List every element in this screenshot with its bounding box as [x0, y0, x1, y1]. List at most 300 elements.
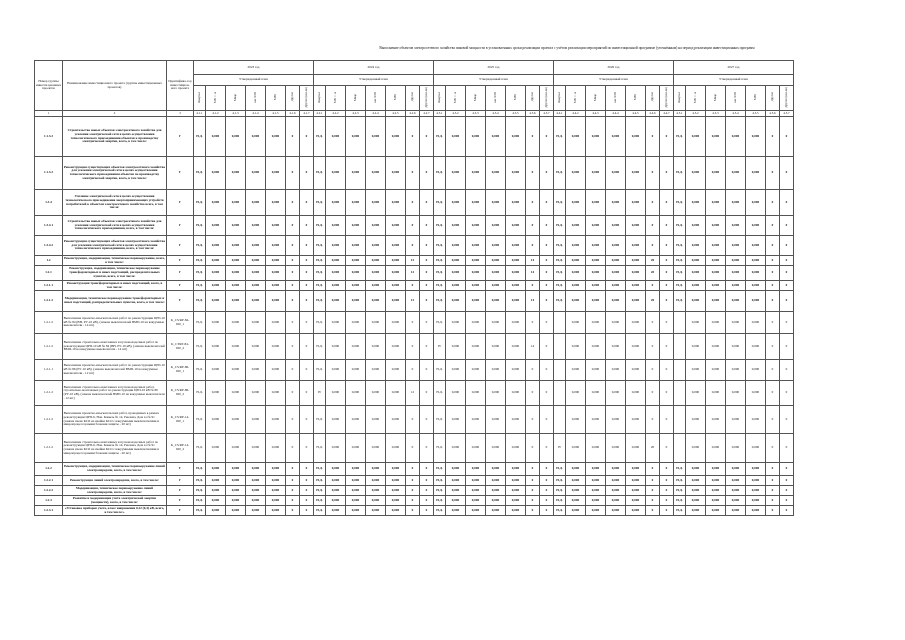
- row-number: 1.2.1.2: [35, 406, 63, 434]
- value-cell: 0,000: [386, 312, 406, 334]
- value-cell: 0: [766, 291, 780, 312]
- value-cell: 0,000: [326, 266, 346, 281]
- value-cell: 0: [300, 256, 314, 266]
- subheader-label: Другое: [769, 92, 774, 102]
- value-cell: Н.Д.: [194, 216, 206, 236]
- value-cell: 0,000: [626, 406, 646, 434]
- value-cell: 0: [526, 216, 540, 236]
- value-cell: 0: [420, 117, 434, 157]
- value-cell: 0,000: [446, 360, 466, 381]
- value-cell: 0,000: [486, 190, 506, 216]
- row-identifier: K_CS/RP-84-020_1: [167, 312, 194, 334]
- value-cell: 0: [526, 117, 540, 157]
- value-cell: 0,000: [346, 157, 366, 190]
- index-cell: 4.3.7: [540, 111, 554, 117]
- table-row: [35, 281, 794, 291]
- value-cell: Н.Д.: [314, 486, 326, 496]
- subheader-label: Квартал: [556, 91, 561, 103]
- subheader-1-7: [300, 86, 314, 111]
- value-cell: 0,000: [266, 476, 286, 486]
- value-cell: 0,000: [386, 291, 406, 312]
- value-cell: Н.Д.: [194, 476, 206, 486]
- value-cell: 0: [540, 190, 554, 216]
- value-cell: 0,000: [586, 463, 606, 476]
- value-cell: 0: [766, 281, 780, 291]
- subheader-2-4: [366, 86, 386, 111]
- value-cell: 0,000: [566, 381, 586, 406]
- value-cell: 0,000: [726, 291, 746, 312]
- value-cell: 0: [660, 236, 674, 256]
- value-cell: 0: [646, 463, 660, 476]
- value-cell: 0,000: [226, 236, 246, 256]
- value-cell: 0,000: [586, 496, 606, 506]
- value-cell: 0,000: [566, 496, 586, 506]
- value-cell: 0: [540, 281, 554, 291]
- value-cell: 0: [300, 266, 314, 281]
- value-cell: 0: [660, 476, 674, 486]
- value-cell: 0: [420, 216, 434, 236]
- value-cell: 0: [420, 312, 434, 334]
- value-cell: 0,000: [706, 476, 726, 486]
- value-cell: 0,000: [486, 406, 506, 434]
- row-name: Модернизация, техническое перевооружение линий электропередачи, всего, в том числе:: [63, 486, 167, 496]
- index-cell: 4.4.5: [626, 111, 646, 117]
- value-cell: 0,000: [226, 496, 246, 506]
- index-cell: 4.5.6: [766, 111, 780, 117]
- value-cell: 0,000: [226, 216, 246, 236]
- index-cell: 4.3.1: [434, 111, 446, 117]
- value-cell: 0,000: [266, 291, 286, 312]
- value-cell: 0,000: [606, 266, 626, 281]
- row-number: 1.2.2.2: [35, 486, 63, 496]
- value-cell: 0,000: [246, 486, 266, 496]
- value-cell: 0,000: [246, 190, 266, 216]
- subheader-3-7: [540, 86, 554, 111]
- value-cell: 0: [526, 190, 540, 216]
- value-cell: 0: [526, 360, 540, 381]
- value-cell: 0,000: [326, 334, 346, 360]
- value-cell: 0: [540, 486, 554, 496]
- value-cell: 0,000: [366, 476, 386, 486]
- value-cell: 0,000: [486, 496, 506, 506]
- value-cell: 0,000: [206, 256, 226, 266]
- value-cell: 0,000: [626, 216, 646, 236]
- value-cell: 0: [406, 434, 420, 463]
- value-cell: 0,000: [686, 266, 706, 281]
- value-cell: Н.Д.: [314, 190, 326, 216]
- value-cell: Н.Д.: [674, 266, 686, 281]
- value-cell: 0,000: [466, 434, 486, 463]
- value-cell: 0,000: [366, 216, 386, 236]
- value-cell: 0,000: [206, 157, 226, 190]
- value-cell: 0,000: [706, 291, 726, 312]
- value-cell: 0: [406, 281, 420, 291]
- header-year-3: 2025 год: [434, 61, 554, 75]
- subheader-label: Другое: [649, 92, 654, 102]
- index-cell: 4.4.6: [646, 111, 660, 117]
- value-cell: 0,000: [606, 360, 626, 381]
- value-cell: 0: [286, 496, 300, 506]
- value-cell: 0,000: [506, 157, 526, 190]
- value-cell: 0: [420, 334, 434, 360]
- value-cell: Н.Д.: [194, 406, 206, 434]
- value-cell: 0: [766, 334, 780, 360]
- value-cell: Н.Д.: [434, 381, 446, 406]
- value-cell: Н.Д.: [554, 496, 566, 506]
- subheader-label: МВ×А: [452, 91, 457, 103]
- value-cell: 0,000: [566, 312, 586, 334]
- value-cell: 0,000: [606, 434, 626, 463]
- value-cell: Н.Д.: [554, 256, 566, 266]
- index-cell: 4.1.2: [206, 111, 226, 117]
- subheader-label: МВ×А: [692, 91, 697, 103]
- value-cell: 0: [780, 434, 794, 463]
- value-cell: 0,000: [506, 476, 526, 486]
- value-cell: 0,000: [326, 117, 346, 157]
- value-cell: 0,000: [566, 236, 586, 256]
- value-cell: 0: [526, 281, 540, 291]
- value-cell: 0,000: [446, 312, 466, 334]
- value-cell: 0,000: [346, 312, 366, 334]
- value-cell: 0,000: [206, 463, 226, 476]
- value-cell: 0,000: [606, 157, 626, 190]
- value-cell: Н.Д.: [194, 463, 206, 476]
- value-cell: 0,000: [246, 496, 266, 506]
- value-cell: 0,000: [386, 281, 406, 291]
- value-cell: 0,000: [566, 216, 586, 236]
- value-cell: 0,000: [446, 190, 466, 216]
- table-row: [35, 360, 794, 381]
- value-cell: [554, 334, 566, 360]
- row-name: Реконструкция существующих объектов электросетевого хозяйства для усиления электрической сети в целях осуществления технологического присоединения, всего, в том числе:: [63, 236, 167, 256]
- value-cell: 0,000: [746, 236, 766, 256]
- header-project-id: Идентифика-тор инвестицион-ного проекта: [167, 61, 194, 111]
- value-cell: 0,000: [626, 360, 646, 381]
- value-cell: 0,000: [366, 486, 386, 496]
- value-cell: 0: [540, 266, 554, 281]
- index-cell: 4.3.6: [526, 111, 540, 117]
- value-cell: 0: [646, 476, 660, 486]
- value-cell: 0,000: [566, 291, 586, 312]
- subheader-label: МВт: [392, 94, 397, 101]
- row-identifier: Г: [167, 236, 194, 256]
- subheader-label: Другое: [409, 92, 414, 102]
- value-cell: 0,000: [346, 236, 366, 256]
- value-cell: 0,000: [566, 360, 586, 381]
- value-cell: Н.Д.: [674, 281, 686, 291]
- row-name: «Установка приборов учета, класс напряжения 0,22 (0,4) кВ, всего, в том числе:»: [63, 506, 167, 516]
- value-cell: 0: [766, 463, 780, 476]
- value-cell: 0,000: [226, 281, 246, 291]
- value-cell: Н.Д.: [674, 157, 686, 190]
- value-cell: 0,000: [446, 281, 466, 291]
- value-cell: 0,000: [686, 190, 706, 216]
- value-cell: 0: [420, 476, 434, 486]
- value-cell: 0,000: [266, 266, 286, 281]
- value-cell: 0,000: [726, 281, 746, 291]
- header-plan-4: Утвержденный план: [554, 75, 674, 86]
- value-cell: 14: [526, 256, 540, 266]
- value-cell: 0,000: [386, 256, 406, 266]
- value-cell: 0,000: [466, 216, 486, 236]
- index-cell: 2: [63, 111, 167, 117]
- value-cell: 0: [540, 476, 554, 486]
- row-name: Выполнение проектно-изыскательских работ по реконструкции ЦРП-10 кВ № 86 (РУ-10 кВ), (замена выключателей ВМП-10 на вакуумные выключатели - 12 шт): [63, 360, 167, 381]
- value-cell: 0,000: [566, 334, 586, 360]
- index-cell: 4.5.4: [726, 111, 746, 117]
- value-cell: 0,000: [346, 434, 366, 463]
- value-cell: 0,000: [506, 360, 526, 381]
- value-cell: [554, 381, 566, 406]
- value-cell: 0: [420, 291, 434, 312]
- value-cell: Н.Д.: [194, 266, 206, 281]
- value-cell: Н.Д.: [554, 157, 566, 190]
- value-cell: 0,000: [486, 216, 506, 236]
- value-cell: 0: [526, 434, 540, 463]
- value-cell: 0,000: [626, 312, 646, 334]
- value-cell: Н.Д.: [314, 406, 326, 434]
- subheader-4-5: [626, 86, 646, 111]
- value-cell: 0,000: [686, 236, 706, 256]
- value-cell: 0: [300, 486, 314, 496]
- value-cell: 0,000: [246, 406, 266, 434]
- subheader-4-7: [660, 86, 674, 111]
- value-cell: 0,000: [586, 506, 606, 516]
- value-cell: 0: [286, 334, 300, 360]
- value-cell: 0,000: [746, 281, 766, 291]
- value-cell: 0: [406, 506, 420, 516]
- header-plan-1: Утвержденный план: [194, 75, 314, 86]
- row-number: 1.2.1: [35, 266, 63, 281]
- value-cell: Н.Д.: [434, 190, 446, 216]
- header-plan-5: Утвержденный план: [674, 75, 794, 86]
- value-cell: 0,000: [466, 381, 486, 406]
- value-cell: 20: [646, 256, 660, 266]
- table-row: [35, 236, 794, 256]
- value-cell: 0: [286, 117, 300, 157]
- value-cell: 0,000: [326, 506, 346, 516]
- index-cell: 4.1.3: [226, 111, 246, 117]
- value-cell: 0,000: [266, 486, 286, 496]
- value-cell: 0,000: [226, 476, 246, 486]
- value-cell: 0,000: [366, 312, 386, 334]
- row-number: 1.2.3: [35, 496, 63, 506]
- row-identifier: Г: [167, 463, 194, 476]
- value-cell: 0,000: [466, 266, 486, 281]
- index-cell: 4.4.1: [554, 111, 566, 117]
- value-cell: 0: [646, 236, 660, 256]
- value-cell: 0,000: [726, 157, 746, 190]
- index-cell: 4.3.5: [506, 111, 526, 117]
- value-cell: 0,000: [326, 291, 346, 312]
- subheader-label: Другое: [529, 92, 534, 102]
- subheader-label: Мвар: [472, 93, 477, 101]
- value-cell: 0,000: [726, 236, 746, 256]
- value-cell: 0: [780, 312, 794, 334]
- value-cell: 0,000: [586, 312, 606, 334]
- value-cell: 0,000: [466, 236, 486, 256]
- value-cell: 0,000: [346, 334, 366, 360]
- value-cell: 0,000: [366, 236, 386, 256]
- header-year-2: 2024 год: [314, 61, 434, 75]
- subheader-label: км ЛЭП: [732, 91, 737, 103]
- subheader-label: Другое: [289, 92, 294, 102]
- value-cell: 0,000: [726, 266, 746, 281]
- value-cell: 0,000: [606, 463, 626, 476]
- value-cell: 0,000: [206, 506, 226, 516]
- index-cell: 4.2.2: [326, 111, 346, 117]
- value-cell: 14: [526, 334, 540, 360]
- value-cell: 0,000: [326, 360, 346, 381]
- subheader-label: Другое (кол-во): [423, 86, 428, 108]
- subheader-label: Мвар: [712, 93, 717, 101]
- header-plan-3: Утвержденный план: [434, 75, 554, 86]
- value-cell: Н.Д.: [194, 117, 206, 157]
- row-identifier: Г: [167, 266, 194, 281]
- value-cell: 0,000: [706, 486, 726, 496]
- value-cell: [674, 406, 686, 434]
- value-cell: 0: [300, 312, 314, 334]
- header-group-number: Номер группы инвести-ционных проектов: [35, 61, 63, 111]
- value-cell: 0,000: [686, 334, 706, 360]
- subheader-2-6: [406, 86, 420, 111]
- value-cell: 0,000: [586, 381, 606, 406]
- value-cell: 0,000: [466, 117, 486, 157]
- value-cell: 0,000: [206, 190, 226, 216]
- value-cell: 0: [286, 157, 300, 190]
- value-cell: 0,000: [346, 360, 366, 381]
- row-number: 1.2.1.1: [35, 281, 63, 291]
- value-cell: 0: [660, 190, 674, 216]
- value-cell: 0,000: [686, 216, 706, 236]
- value-cell: 0: [406, 216, 420, 236]
- value-cell: 0,000: [606, 312, 626, 334]
- value-cell: Н.Д.: [434, 486, 446, 496]
- value-cell: 0,000: [386, 434, 406, 463]
- value-cell: 0: [526, 381, 540, 406]
- subheader-5-4: [726, 86, 746, 111]
- table-row: [35, 496, 794, 506]
- value-cell: 0,000: [366, 334, 386, 360]
- value-cell: 0,000: [266, 256, 286, 266]
- subheader-2-2: [326, 86, 346, 111]
- value-cell: 0,000: [566, 434, 586, 463]
- value-cell: Н.Д.: [194, 360, 206, 381]
- value-cell: Н.Д.: [434, 406, 446, 434]
- value-cell: Н.Д.: [554, 281, 566, 291]
- value-cell: 0,000: [366, 381, 386, 406]
- value-cell: Н.Д.: [434, 266, 446, 281]
- index-cell: 4.3.2: [446, 111, 466, 117]
- value-cell: 0,000: [206, 312, 226, 334]
- value-cell: 0,000: [746, 190, 766, 216]
- value-cell: 0,000: [726, 463, 746, 476]
- subheader-label: МВт: [512, 94, 517, 101]
- value-cell: 0,000: [686, 312, 706, 334]
- value-cell: Н.Д.: [554, 190, 566, 216]
- value-cell: 0,000: [446, 434, 466, 463]
- value-cell: 0,000: [346, 496, 366, 506]
- value-cell: 0,000: [446, 463, 466, 476]
- value-cell: 0: [646, 381, 660, 406]
- value-cell: 0: [660, 406, 674, 434]
- value-cell: 0: [526, 486, 540, 496]
- value-cell: 0,000: [246, 381, 266, 406]
- value-cell: 0: [540, 506, 554, 516]
- value-cell: 0,000: [346, 190, 366, 216]
- value-cell: 0: [526, 496, 540, 506]
- row-name: Реконструкция, модернизация, техническое перевооружение трансформаторных и иных подстанций, распределительных пунктов, всего, в том числе:: [63, 266, 167, 281]
- subheader-4-4: [606, 86, 626, 111]
- value-cell: 0,000: [246, 236, 266, 256]
- table-row: [35, 117, 794, 157]
- value-cell: 0: [526, 476, 540, 486]
- value-cell: 0,000: [366, 496, 386, 506]
- value-cell: 0,000: [726, 216, 746, 236]
- value-cell: 0,000: [326, 312, 346, 334]
- subheader-5-5: [746, 86, 766, 111]
- value-cell: 0,000: [606, 117, 626, 157]
- value-cell: 0,000: [626, 266, 646, 281]
- value-cell: 0: [420, 496, 434, 506]
- value-cell: 0: [660, 506, 674, 516]
- value-cell: Н.Д.: [554, 117, 566, 157]
- value-cell: 0,000: [726, 496, 746, 506]
- value-cell: 12: [406, 291, 420, 312]
- row-name: Выполнение проектно-изыскательских работ по реконструкции ЦРП-10 кВ № 84 (ВН, РУ-10 кВ), (замена выключателей ВМП-10 на вакуумные выключатели - 14 шт): [63, 312, 167, 334]
- value-cell: 0,000: [506, 216, 526, 236]
- header-project-name: Наименование инвестиционного проекта (группы инвестиционных проектов): [63, 61, 167, 111]
- value-cell: 0,000: [246, 266, 266, 281]
- value-cell: 0: [540, 312, 554, 334]
- value-cell: 0,000: [686, 291, 706, 312]
- table-row: [35, 506, 794, 516]
- value-cell: 0,000: [446, 486, 466, 496]
- value-cell: 0,000: [706, 434, 726, 463]
- subheader-label: км ЛЭП: [252, 91, 257, 103]
- index-cell: 4.5.5: [746, 111, 766, 117]
- value-cell: 0,000: [386, 381, 406, 406]
- value-cell: 0,000: [466, 256, 486, 266]
- subheader-1-3: [226, 86, 246, 111]
- table-row: [35, 381, 794, 406]
- header-year-4: 2026 год: [554, 61, 674, 75]
- value-cell: Н.Д.: [674, 117, 686, 157]
- value-cell: 0,000: [746, 216, 766, 236]
- value-cell: 0,000: [506, 496, 526, 506]
- value-cell: Н.Д.: [194, 190, 206, 216]
- value-cell: Н.Д.: [314, 266, 326, 281]
- value-cell: 0,000: [626, 256, 646, 266]
- value-cell: Н.Д.: [194, 496, 206, 506]
- value-cell: 0,000: [606, 256, 626, 266]
- value-cell: 0,000: [466, 506, 486, 516]
- value-cell: 0: [420, 281, 434, 291]
- value-cell: 20: [646, 291, 660, 312]
- value-cell: 0,000: [206, 281, 226, 291]
- value-cell: 0,000: [686, 381, 706, 406]
- value-cell: 0: [526, 406, 540, 434]
- value-cell: 0: [766, 381, 780, 406]
- value-cell: 0,000: [386, 506, 406, 516]
- value-cell: 0,000: [566, 157, 586, 190]
- value-cell: 0,000: [346, 216, 366, 236]
- value-cell: 0,000: [486, 256, 506, 266]
- index-cell: 4.2.4: [366, 111, 386, 117]
- value-cell: 0,000: [706, 312, 726, 334]
- table-row: [35, 406, 794, 434]
- value-cell: 0,000: [506, 381, 526, 406]
